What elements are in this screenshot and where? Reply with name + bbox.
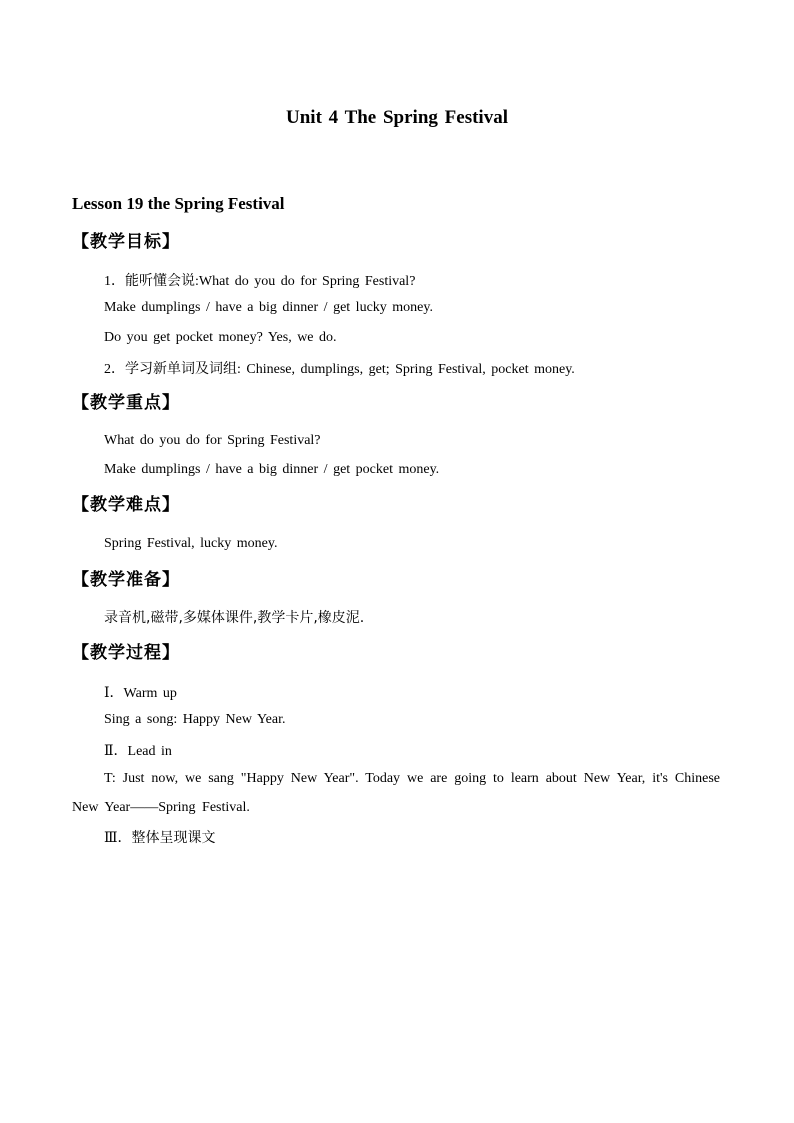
- objective-line-1: [104, 270, 415, 290]
- process-step-3: [104, 827, 216, 847]
- preparation-line-1: 录音机,磁带,多媒体课件,教学卡片,橡皮泥.: [104, 610, 365, 626]
- key-point-line-1: What do you do for Spring Festival?: [104, 433, 321, 448]
- heading-process: 【教学过程】: [72, 643, 180, 663]
- process-step-2-text: T: Just now, we sang "Happy New Year". Today we are going to learn about New Year, it's Chinese New Year——Spring Festival.: [72, 771, 720, 815]
- document-title: Unit 4 The Spring Festival: [286, 107, 508, 128]
- heading-preparation: 【教学准备】: [72, 570, 180, 590]
- objective-number-2: 2．: [104, 362, 125, 377]
- objective-line-4: [104, 358, 575, 378]
- process-step-2: Ⅱ．Lead in: [104, 744, 172, 759]
- process-step-3-cn: 整体呈现课文: [131, 830, 216, 846]
- objective-line-2: Make dumplings / have a big dinner / get lucky money.: [104, 300, 433, 315]
- difficulty-line-1: Spring Festival, lucky money.: [104, 536, 278, 551]
- objective-cn-1: 能听懂会说: [125, 273, 195, 289]
- key-point-line-2: Make dumplings / have a big dinner / get pocket money.: [104, 462, 440, 477]
- process-step-1-text: Sing a song: Happy New Year.: [104, 712, 286, 727]
- objective-en-2: : Chinese, dumplings, get; Spring Festival, pocket money.: [237, 362, 575, 377]
- process-step-1: Ⅰ．Warm up: [104, 686, 177, 701]
- process-step-3-number: Ⅲ．: [104, 831, 132, 846]
- heading-difficulties: 【教学难点】: [72, 495, 180, 515]
- objective-cn-2: 学习新单词及词组: [125, 361, 237, 377]
- heading-objectives: 【教学目标】: [72, 232, 180, 252]
- objective-en-1: :What do you do for Spring Festival?: [195, 274, 416, 289]
- lesson-title: Lesson 19 the Spring Festival: [72, 194, 285, 213]
- objective-line-3: Do you get pocket money? Yes, we do.: [104, 330, 337, 345]
- heading-key-points: 【教学重点】: [72, 393, 180, 413]
- objective-number-1: 1．: [104, 274, 125, 289]
